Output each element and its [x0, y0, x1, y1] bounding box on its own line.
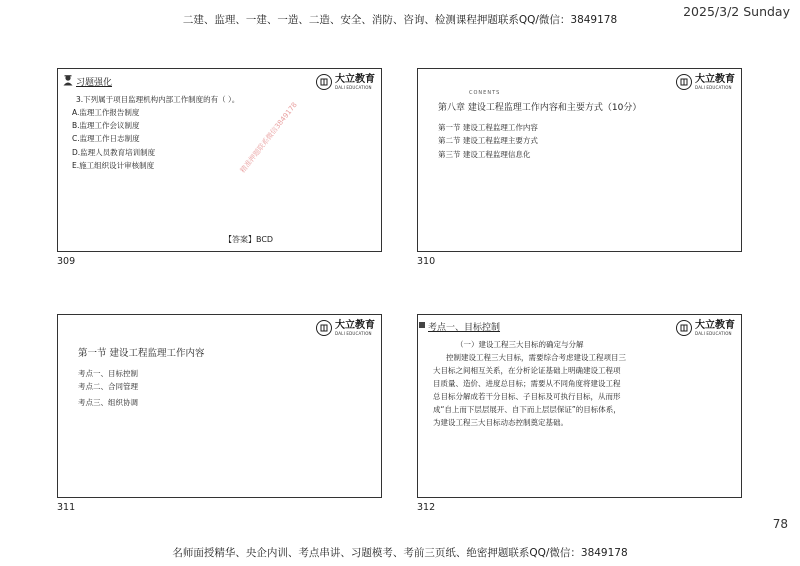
- logo-icon: [676, 74, 692, 90]
- slide-number: 310: [417, 256, 436, 267]
- option-e: E.施工组织设计审核制度: [72, 161, 155, 170]
- section-title: 第一节 建设工程监理工作内容: [78, 348, 205, 359]
- slide-number: 311: [57, 502, 76, 513]
- person-icon: [62, 74, 74, 88]
- contents-label: CONENTS: [469, 90, 501, 96]
- option-a: A.监理工作报告制度: [72, 108, 140, 117]
- logo: [316, 74, 375, 90]
- chapter-title: 第八章 建设工程监理工作内容和主要方式（10分）: [438, 103, 642, 113]
- date-label: 2025/3/2 Sunday: [683, 4, 790, 19]
- logo-icon: [316, 74, 332, 90]
- slide-309: [57, 68, 382, 252]
- logo-en: DALI EDUCATION: [695, 84, 732, 90]
- option-c: C.监理工作日志制度: [72, 134, 140, 143]
- footer-text: 名师面授精华、央企内训、考点串讲、习题模考、考前三页纸、绝密押题联系QQ/微信：3849178: [172, 547, 628, 559]
- logo: [316, 320, 375, 336]
- chapter-item: 第二节 建设工程监理主要方式: [438, 136, 538, 145]
- subtitle: （一）建设工程三大目标的确定与分解: [456, 340, 584, 349]
- slide-311: [57, 314, 382, 498]
- answer: 【答案】BCD: [224, 235, 274, 244]
- body-line: 总目标分解成若干分目标、子目标及可执行目标，从而形: [433, 392, 621, 401]
- question: 3.下列属于项目监理机构内部工作制度的有（ ）。: [76, 95, 240, 104]
- logo-en: DALI EDUCATION: [335, 84, 372, 90]
- logo-icon: [676, 320, 692, 336]
- section-title: 习题强化: [76, 78, 113, 88]
- point-item: 考点二、合同管理: [78, 382, 138, 391]
- page-number: 78: [772, 517, 788, 531]
- slide-number: 312: [417, 502, 436, 513]
- logo: [676, 320, 735, 336]
- logo-cn: 大立教育: [695, 319, 735, 331]
- logo-en: DALI EDUCATION: [335, 330, 372, 336]
- slide-310: [417, 68, 742, 252]
- chapter-item: 第一节 建设工程监理工作内容: [438, 123, 538, 132]
- bullet-icon: [419, 322, 425, 328]
- option-d: D.监理人员教育培训制度: [72, 148, 156, 157]
- point-item: 考点三、组织协调: [78, 398, 138, 407]
- logo: [676, 74, 735, 90]
- section-title: 考点一、目标控制: [428, 323, 501, 333]
- body-line: 大目标之间相互关系，在分析论证基础上明确建设工程项: [433, 366, 621, 375]
- logo-icon: [316, 320, 332, 336]
- body-line: 成“自上而下层层展开、自下而上层层保证”的目标体系，: [433, 405, 621, 414]
- body-line: 控制建设工程三大目标，需要综合考虑建设工程项目三: [446, 353, 626, 362]
- slide-312: [417, 314, 742, 498]
- point-item: 考点一、目标控制: [78, 369, 138, 378]
- chapter-item: 第三节 建设工程监理信息化: [438, 150, 531, 159]
- logo-cn: 大立教育: [335, 73, 375, 85]
- watermark: 精准押题联系微信3849178: [238, 100, 299, 175]
- logo-en: DALI EDUCATION: [695, 330, 732, 336]
- logo-cn: 大立教育: [335, 319, 375, 331]
- logo-cn: 大立教育: [695, 73, 735, 85]
- body-line: 为建设工程三大目标动态控制奠定基础。: [433, 418, 568, 427]
- slide-number: 309: [57, 256, 76, 267]
- header-text: 二建、监理、一建、一造、二造、安全、消防、咨询、检测课程押题联系QQ/微信：3849178: [182, 14, 618, 26]
- option-b: B.监理工作会议制度: [72, 121, 140, 130]
- body-line: 目质量、造价、进度总目标；需要从不同角度将建设工程: [433, 379, 621, 388]
